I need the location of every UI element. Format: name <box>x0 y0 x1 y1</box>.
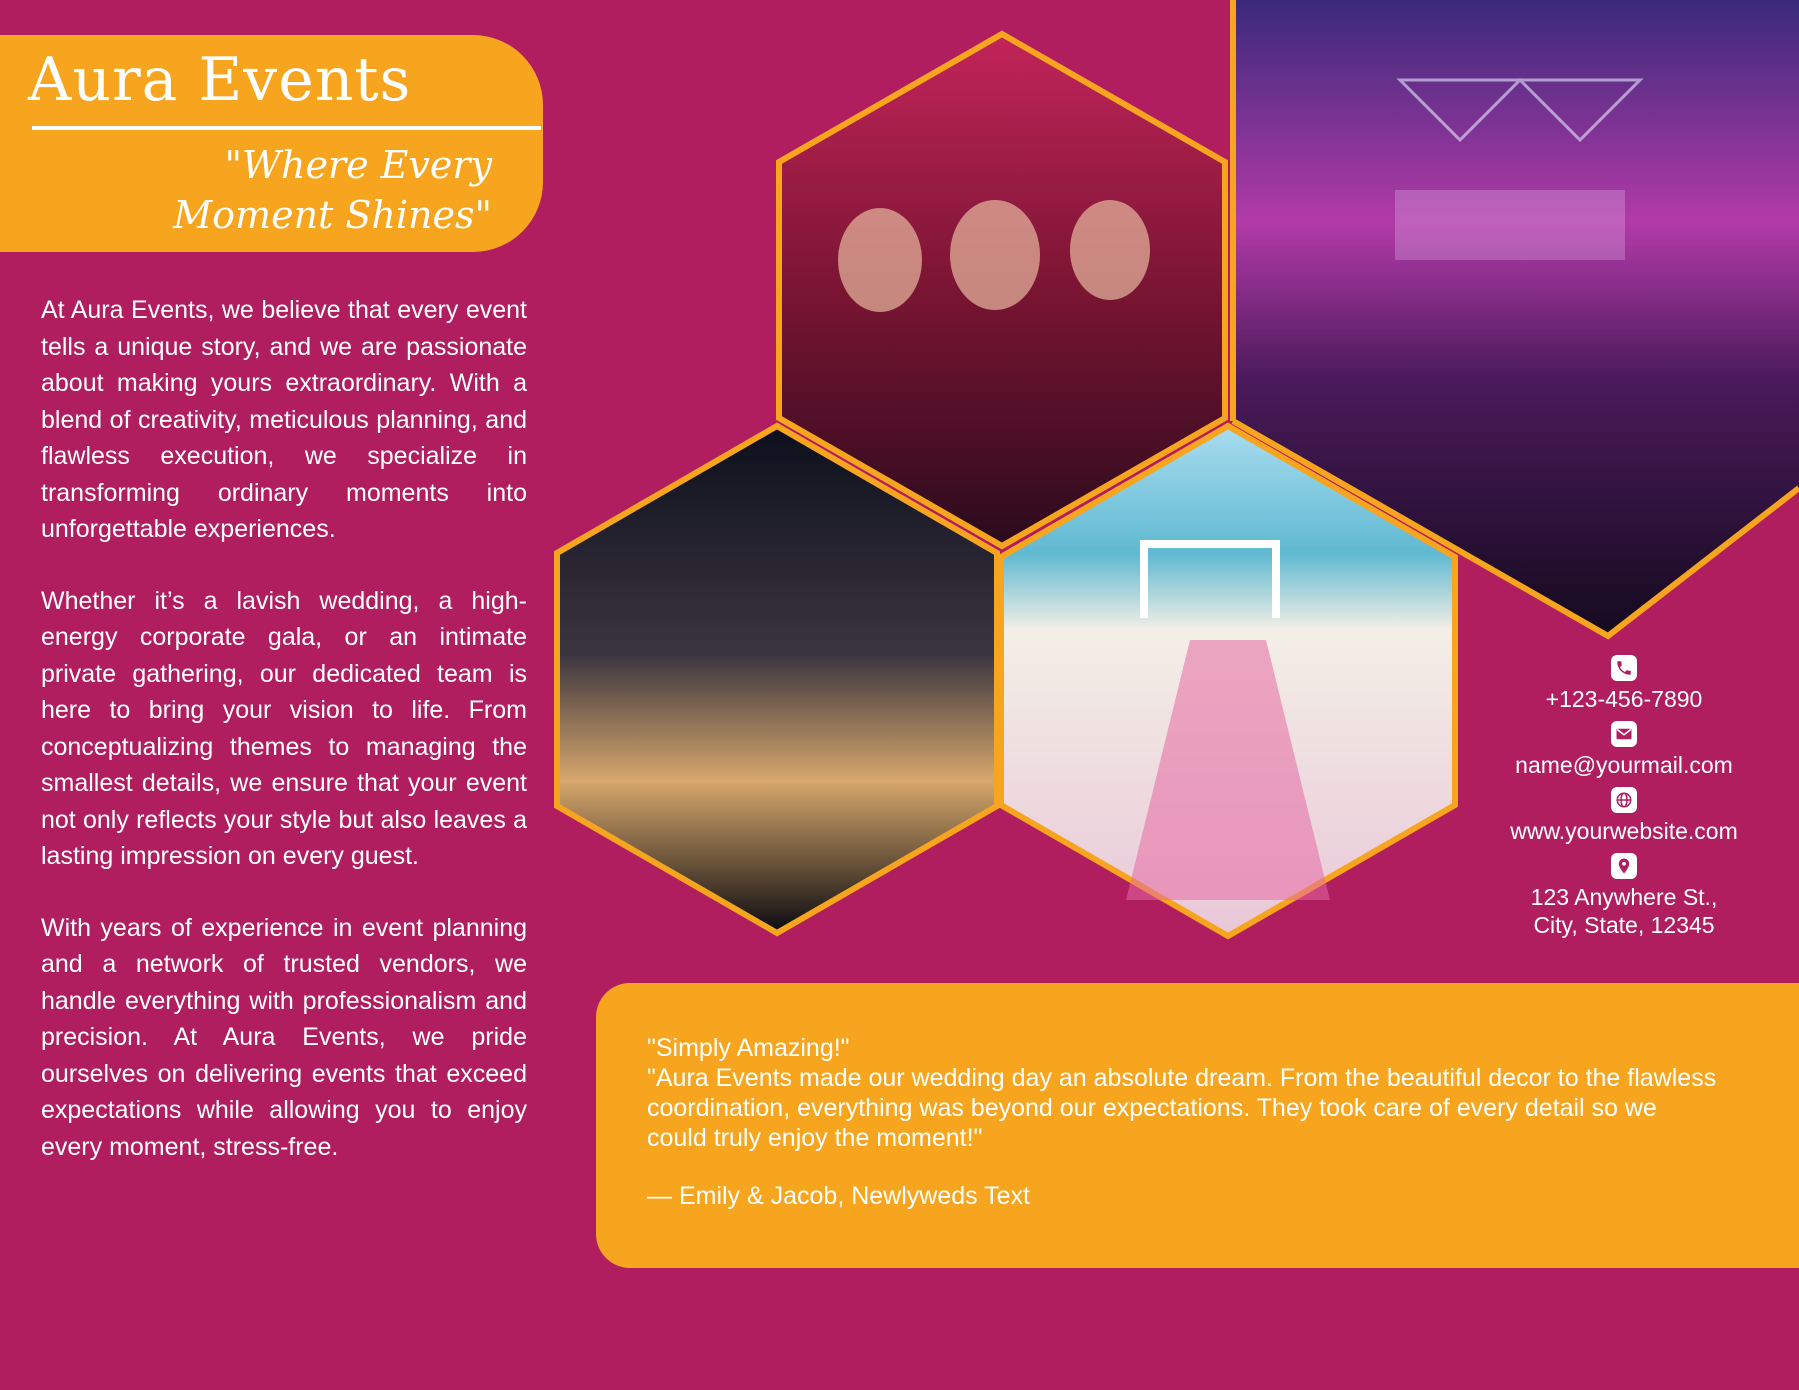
about-paragraph: Whether it’s a lavish wedding, a high-energy corporate gala, or an intimate private gathering, our dedicated team is here to bring your vision to life. From conceptualizing themes to managing the smallest details, we ensure that your event not only reflects your style but also leaves a lasting impression on every guest. <box>41 586 527 870</box>
brand-name: Aura Events <box>28 45 412 115</box>
about-paragraph: At Aura Events, we believe that every event tells a unique story, and we are passionate about making yours extraordinary. With a blend of creativity, meticulous planning, and flawless execution, we specialize in transforming ordinary moments into unforgettable experiences. <box>41 296 527 543</box>
contact-email[interactable] <box>1480 721 1768 779</box>
testimonial-author: — Emily & Jacob, Newlyweds Text <box>647 1182 1030 1210</box>
website-url: www.yourwebsite.com <box>1510 818 1738 844</box>
contact-website[interactable] <box>1480 787 1768 845</box>
phone-number: +123-456-7890 <box>1545 686 1703 712</box>
email-address: name@yourmail.com <box>1515 752 1733 778</box>
mail-icon <box>1611 721 1637 747</box>
globe-icon <box>1611 787 1637 813</box>
testimonial-card <box>596 983 1799 1268</box>
phone-icon <box>1611 655 1637 681</box>
contact-phone[interactable] <box>1480 655 1768 713</box>
testimonial-title: "Simply Amazing!" <box>647 1034 850 1062</box>
contact-block <box>1480 655 1768 947</box>
testimonial-quote: "Aura Events made our wedding day an absolute dream. From the beautiful decor to the flawless coordination, everything was beyond our expectations. They took care of every detail so we could truly enjoy the moment!" <box>647 1064 1717 1152</box>
location-pin-icon <box>1611 853 1637 879</box>
brand-tagline: "Where Every Moment Shines" <box>173 143 492 237</box>
address-line-1: 123 Anywhere St., <box>1530 884 1718 910</box>
address-line-2: City, State, 12345 <box>1533 912 1715 938</box>
about-paragraph: With years of experience in event planning and a network of trusted vendors, we handle everything with professionalism and precision. At Aura Events, we pride ourselves on delivering events that exceed expectations while allowing you to enjoy every moment, stress-free. <box>41 913 527 1161</box>
contact-address <box>1480 853 1768 939</box>
